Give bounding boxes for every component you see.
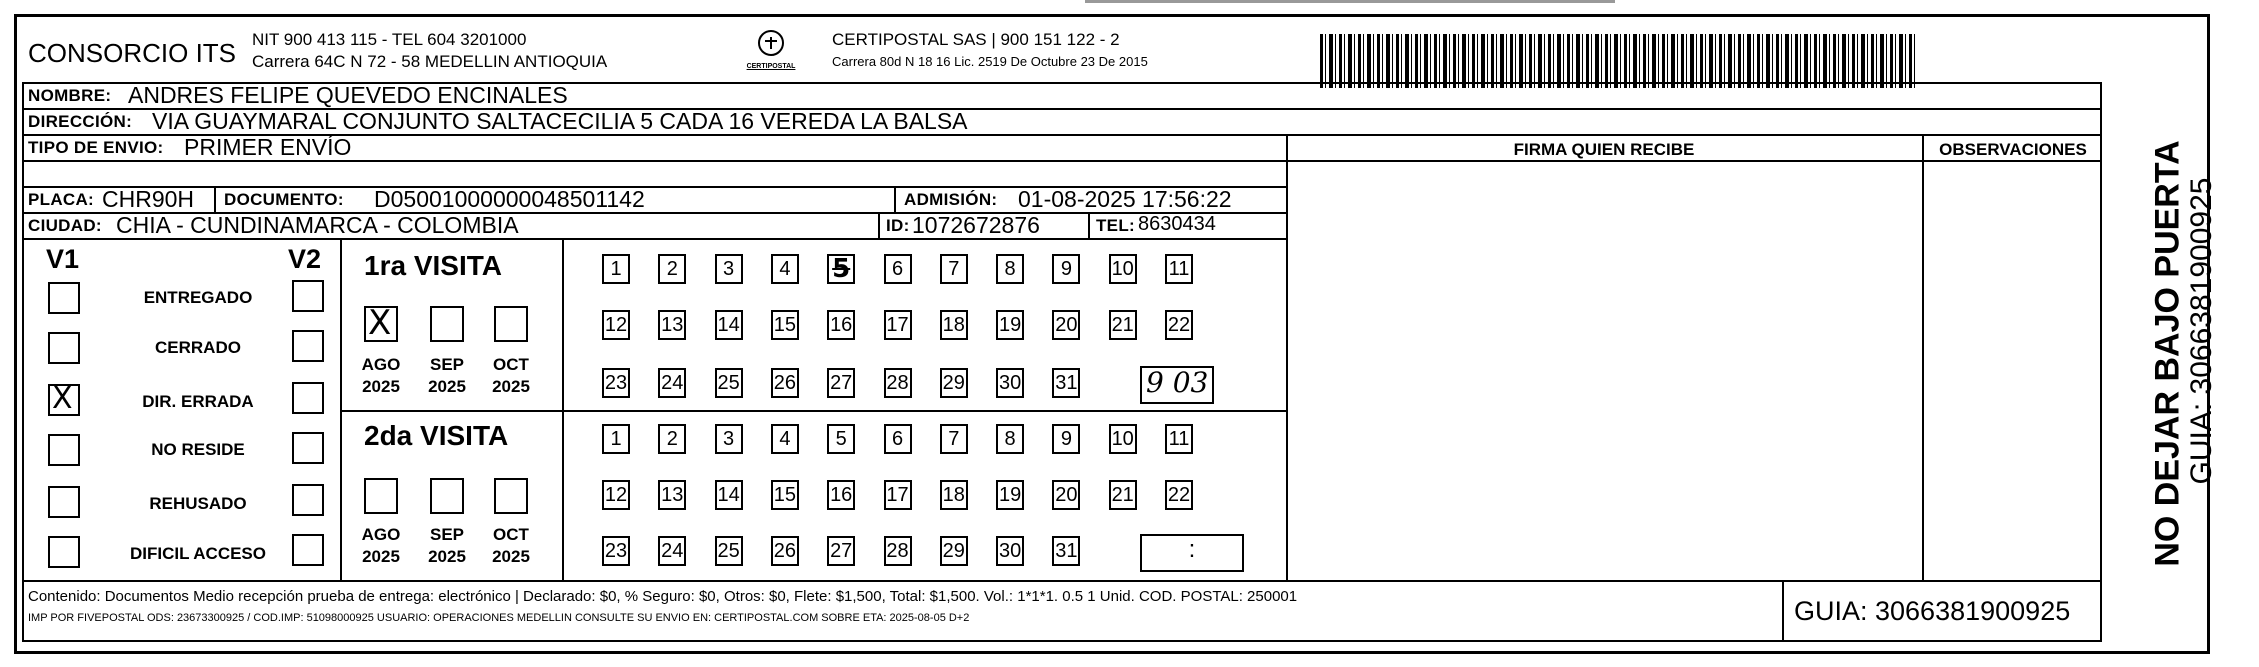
visit1-day-9[interactable]: 9 <box>1052 254 1080 284</box>
visit2-day-2[interactable]: 2 <box>658 424 686 454</box>
visit2-month-oct-label: OCT 2025 <box>492 525 530 566</box>
license-line: Carrera 80d N 18 16 Lic. 2519 De Octubre 23 De 2015 <box>832 54 1148 69</box>
visit1-day-27[interactable]: 27 <box>827 368 855 398</box>
visit1-day-21[interactable]: 21 <box>1109 310 1137 340</box>
v2-header: V2 <box>288 244 322 274</box>
firma-header: FIRMA QUIEN RECIBE <box>1513 140 1695 159</box>
visit2-day-4[interactable]: 4 <box>771 424 799 454</box>
visit1-day-15[interactable]: 15 <box>771 310 799 340</box>
v1-header: V1 <box>46 244 80 274</box>
v1-checkbox-entregado[interactable] <box>48 282 80 314</box>
visit1-title: 1ra VISITA <box>364 250 502 281</box>
v2-checkbox-dificil-acceso[interactable] <box>292 534 324 566</box>
ciudad-label: CIUDAD: <box>28 216 102 235</box>
tel-label: TEL: <box>1096 216 1135 235</box>
visit1-day-5[interactable] <box>827 254 855 284</box>
direccion-value: VIA GUAYMARAL CONJUNTO SALTACECILIA 5 CADA 16 VEREDA LA BALSA <box>152 108 968 134</box>
visit1-day-19[interactable]: 19 <box>996 310 1024 340</box>
visit2-day-16[interactable]: 16 <box>827 480 855 510</box>
visit1-month-ago-label: AGO 2025 <box>361 355 401 396</box>
visit2-month-ago-label: AGO 2025 <box>361 525 401 566</box>
visit1-day-4[interactable]: 4 <box>771 254 799 284</box>
visit2-day-7[interactable]: 7 <box>940 424 968 454</box>
nombre-value: ANDRES FELIPE QUEVEDO ENCINALES <box>128 82 568 108</box>
visit1-day-18[interactable]: 18 <box>940 310 968 340</box>
v1-dir-errada-mark: X <box>52 381 73 416</box>
side-warning: NO DEJAR BAJO PUERTA <box>2148 140 2187 567</box>
visit2-month-oct[interactable] <box>494 478 528 514</box>
address-line: Carrera 64C N 72 - 58 MEDELLIN ANTIOQUIA <box>252 52 608 71</box>
visit1-day-6[interactable]: 6 <box>884 254 912 284</box>
id-label: ID: <box>886 216 910 235</box>
visit2-month-sep[interactable] <box>430 478 464 514</box>
visit2-month-ago[interactable] <box>364 478 398 514</box>
documento-label: DOCUMENTO: <box>224 190 344 209</box>
barcode <box>1320 34 1918 88</box>
visit1-time-value: 9 03 <box>1146 366 1209 399</box>
visit1-month-oct[interactable] <box>494 306 528 342</box>
logo-text: CERTIPOSTAL <box>746 63 796 70</box>
visit1-day-31[interactable]: 31 <box>1052 368 1080 398</box>
status-dir-errada: DIR. ERRADA <box>142 392 254 411</box>
nombre-label: NOMBRE: <box>28 86 112 105</box>
id-value: 1072672876 <box>912 212 1040 238</box>
admision-label: ADMISIÓN: <box>904 190 998 209</box>
visit1-day-28[interactable]: 28 <box>884 368 912 398</box>
visit1-day-22[interactable]: 22 <box>1165 310 1193 340</box>
visit2-day-14[interactable]: 14 <box>715 480 743 510</box>
visit2-day-27[interactable]: 27 <box>827 536 855 566</box>
visit2-day-10[interactable]: 10 <box>1109 424 1137 454</box>
visit2-day-28[interactable]: 28 <box>884 536 912 566</box>
footer-contenido: Contenido: Documentos Medio recepción prueba de entrega: electrónico | Declarado: $0, % Seguro: $0, Otros: $0, Flete: $1,500, Total: $1,500. Vol.: 1*1*1. 0.5 1 Unid. COD. POSTAL: 250001 <box>28 588 1298 605</box>
v2-checkbox-entregado[interactable] <box>292 280 324 312</box>
visit2-day-30[interactable]: 30 <box>996 536 1024 566</box>
visit1-day-3[interactable]: 3 <box>715 254 743 284</box>
certipostal-line: CERTIPOSTAL SAS | 900 151 122 - 2 <box>832 30 1120 49</box>
visit1-month-ago-mark: X <box>368 303 392 343</box>
shipping-label <box>14 14 2218 654</box>
visit2-day-9[interactable]: 9 <box>1052 424 1080 454</box>
tipo-value: PRIMER ENVÍO <box>184 134 352 160</box>
status-entregado: ENTREGADO <box>143 288 253 307</box>
visit2-time-value: : <box>1188 536 1196 563</box>
visit1-day-2[interactable]: 2 <box>658 254 686 284</box>
visit2-day-13[interactable]: 13 <box>658 480 686 510</box>
direccion-label: DIRECCIÓN: <box>28 112 133 131</box>
top-edge-mark <box>1085 0 1615 3</box>
tipo-label: TIPO DE ENVIO: <box>28 138 164 157</box>
visit2-day-26[interactable]: 26 <box>771 536 799 566</box>
visit2-day-1[interactable]: 1 <box>602 424 630 454</box>
visit2-month-sep-label: SEP 2025 <box>428 525 466 566</box>
visit2-day-22[interactable]: 22 <box>1165 480 1193 510</box>
visit2-day-24[interactable]: 24 <box>658 536 686 566</box>
visit2-day-21[interactable]: 21 <box>1109 480 1137 510</box>
visit2-day-17[interactable]: 17 <box>884 480 912 510</box>
visit2-day-12[interactable]: 12 <box>602 480 630 510</box>
visit2-day-19[interactable]: 19 <box>996 480 1024 510</box>
status-cerrado: CERRADO <box>155 338 241 357</box>
v1-checkbox-rehusado[interactable] <box>48 486 80 518</box>
v2-checkbox-dir-errada[interactable] <box>292 382 324 414</box>
footer-guia: GUIA: 3066381900925 <box>1794 596 2071 626</box>
ciudad-value: CHIA - CUNDINAMARCA - COLOMBIA <box>116 212 519 238</box>
visit1-day-29[interactable]: 29 <box>940 368 968 398</box>
visit2-day-6[interactable]: 6 <box>884 424 912 454</box>
placa-label: PLACA: <box>28 190 95 209</box>
status-rehusado: REHUSADO <box>149 494 247 513</box>
observaciones-header: OBSERVACIONES <box>1939 140 2087 159</box>
v2-checkbox-no-reside[interactable] <box>292 432 324 464</box>
visit2-day-5[interactable]: 5 <box>827 424 855 454</box>
visit2-day-3[interactable]: 3 <box>715 424 743 454</box>
visit2-day-23[interactable]: 23 <box>602 536 630 566</box>
visit1-day-30[interactable]: 30 <box>996 368 1024 398</box>
status-dificil-acceso: DIFICIL ACCESO <box>129 544 266 563</box>
visit1-day-10[interactable]: 10 <box>1109 254 1137 284</box>
visit2-title: 2da VISITA <box>364 420 509 451</box>
visit2-day-25[interactable]: 25 <box>715 536 743 566</box>
visit1-day-17[interactable]: 17 <box>884 310 912 340</box>
visit1-month-sep[interactable] <box>430 306 464 342</box>
visit2-day-11[interactable]: 11 <box>1165 424 1193 454</box>
visit1-month-oct-label: OCT 2025 <box>492 355 530 396</box>
nit-line: NIT 900 413 115 - TEL 604 3201000 <box>252 30 527 49</box>
certipostal-logo-icon <box>744 28 798 78</box>
visit1-day-12[interactable]: 12 <box>602 310 630 340</box>
placa-value: CHR90H <box>102 186 195 212</box>
visit2-day-15[interactable]: 15 <box>771 480 799 510</box>
documento-value: D05001000000048501142 <box>374 186 645 212</box>
side-guia: GUIA: 3066381900925 <box>2185 177 2218 485</box>
visit1-day-14[interactable]: 14 <box>715 310 743 340</box>
company-name: CONSORCIO ITS <box>28 38 237 68</box>
tel-value: 8630434 <box>1138 213 1216 235</box>
visit2-day-29[interactable]: 29 <box>940 536 968 566</box>
visit1-day-7[interactable]: 7 <box>940 254 968 284</box>
visit2-day-31[interactable]: 31 <box>1052 536 1080 566</box>
visit1-day-26[interactable]: 26 <box>771 368 799 398</box>
v2-checkbox-rehusado[interactable] <box>292 484 324 516</box>
visit1-day-8[interactable]: 8 <box>996 254 1024 284</box>
visit1-day-13[interactable]: 13 <box>658 310 686 340</box>
v2-checkbox-cerrado[interactable] <box>292 330 324 362</box>
visit2-day-18[interactable]: 18 <box>940 480 968 510</box>
visit1-day-1[interactable]: 1 <box>602 254 630 284</box>
v1-checkbox-dificil-acceso[interactable] <box>48 536 80 568</box>
visit1-day-5-mark: 5 <box>832 254 851 284</box>
footer-imp: IMP POR FIVEPOSTAL ODS: 23673300925 / COD.IMP: 51098000925 USUARIO: OPERACIONES MEDELLIN CONSULTE SU ENVIO EN: CERTIPOSTAL.COM SOBRE ETA: 2025-08-05 D+2 <box>28 612 970 624</box>
admision-value: 01-08-2025 17:56:22 <box>1018 186 1232 212</box>
visit1-day-20[interactable]: 20 <box>1052 310 1080 340</box>
visit1-day-25[interactable]: 25 <box>715 368 743 398</box>
visit1-month-sep-label: SEP 2025 <box>428 355 466 396</box>
v1-checkbox-no-reside[interactable] <box>48 434 80 466</box>
visit1-day-11[interactable]: 11 <box>1165 254 1193 284</box>
visit2-day-8[interactable]: 8 <box>996 424 1024 454</box>
status-no-reside: NO RESIDE <box>151 440 245 459</box>
visit1-day-16[interactable]: 16 <box>827 310 855 340</box>
v1-checkbox-cerrado[interactable] <box>48 332 80 364</box>
visit1-day-24[interactable]: 24 <box>658 368 686 398</box>
visit2-day-20[interactable]: 20 <box>1052 480 1080 510</box>
visit1-day-23[interactable]: 23 <box>602 368 630 398</box>
